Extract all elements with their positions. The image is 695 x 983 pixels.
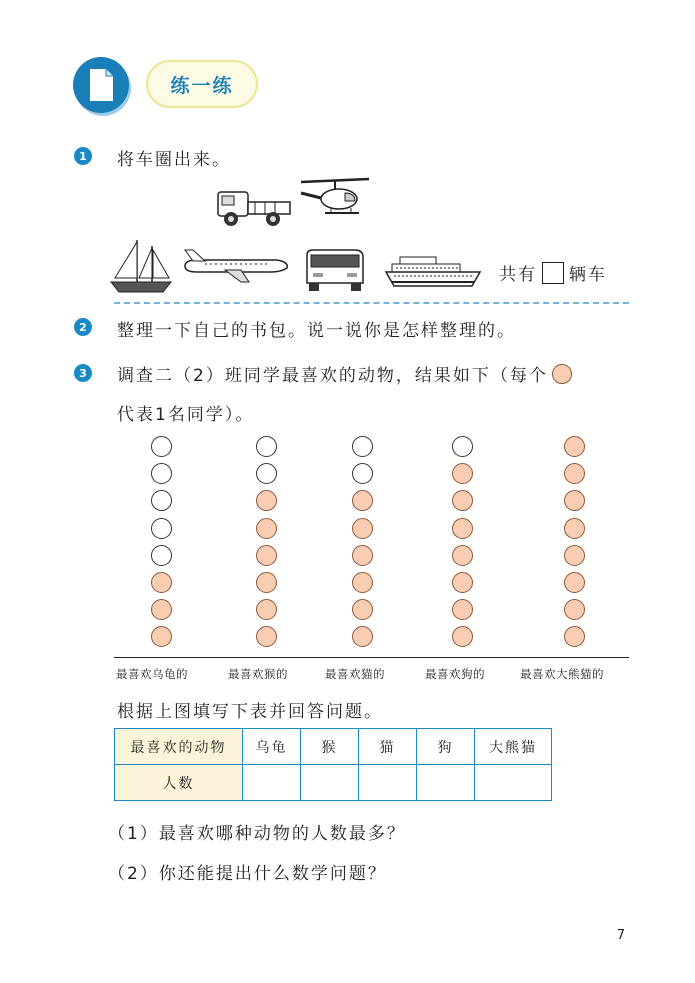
sailboat-image [107,236,173,294]
student-circle-filled [564,518,585,539]
student-circle-filled [352,572,373,593]
answer-cell[interactable] [417,765,475,801]
student-circle-filled [151,572,172,593]
sub-question-2: （2）你还能提出什么数学问题？ [108,864,387,884]
student-circle-empty [151,490,172,511]
answer-cell[interactable] [243,765,301,801]
pictograph-column [564,436,586,654]
divider [114,302,629,304]
document-icon [73,57,129,113]
student-circle-empty [452,436,473,457]
table-header-cell: 猫 [359,729,417,765]
van-image [301,247,367,293]
student-circle-filled [256,626,277,647]
student-circle-empty [151,463,172,484]
count-suffix: 辆车 [569,265,607,285]
student-circle-filled [564,436,585,457]
student-circle-filled [452,572,473,593]
student-circle-filled [452,599,473,620]
student-circle-filled [352,490,373,511]
student-circle-filled [151,599,172,620]
answer-cell[interactable] [359,765,417,801]
student-circle-empty [151,518,172,539]
table-row-label: 人数 [115,765,243,801]
student-circle-empty [256,436,277,457]
sub-question-1: （1）最喜欢哪种动物的人数最多？ [108,824,406,844]
vehicle-count [499,260,607,285]
table-header-cell: 猴 [301,729,359,765]
vehicle-count-box[interactable] [542,262,564,284]
student-circle-filled [151,626,172,647]
question-2-text: 整理一下自己的书包。说一说你是怎样整理的。 [117,321,516,341]
pictograph-column [256,436,278,654]
column-label: 最喜欢大熊猫的 [520,667,604,681]
student-circle-filled [256,545,277,566]
student-circle-empty [352,436,373,457]
student-circle-empty [352,463,373,484]
student-circle-filled [564,463,585,484]
table-header-row [115,729,552,765]
student-circle-filled [352,599,373,620]
table-header-cell: 乌龟 [243,729,301,765]
column-label: 最喜欢乌龟的 [116,667,188,681]
table-header-cell: 大熊猫 [475,729,552,765]
student-circle-filled [564,490,585,511]
question-number-3: 3 [74,364,92,382]
answer-cell[interactable] [475,765,552,801]
student-circle-filled [452,490,473,511]
table-count-row [115,765,552,801]
student-circle-filled [452,463,473,484]
question-number-1: 1 [74,147,92,165]
student-circle-filled [564,626,585,647]
table-instruction: 根据上图填写下表并回答问题。 [117,702,383,722]
pictograph-baseline [114,657,629,658]
pictograph-column [151,436,173,654]
student-circle-empty [151,436,172,457]
data-table [114,728,552,801]
student-circle-filled [564,545,585,566]
student-circle-filled [352,626,373,647]
student-circle-filled [352,545,373,566]
question-3-line1: 调查二（2）班同学最喜欢的动物，结果如下（每个 [117,366,548,386]
student-circle-filled [256,518,277,539]
student-circle-filled [452,545,473,566]
section-title: 练一练 [146,60,258,108]
column-label: 最喜欢猴的 [228,667,288,681]
student-circle-empty [256,463,277,484]
helicopter-image [297,175,373,221]
question-1-text: 将车圈出来。 [117,150,231,170]
column-label: 最喜欢狗的 [425,667,485,681]
pictograph-column [452,436,474,654]
student-circle-filled [256,599,277,620]
circle-icon [552,364,572,384]
question-number-2: 2 [74,318,92,336]
student-circle-filled [564,572,585,593]
student-circle-filled [256,572,277,593]
question-3-text [117,361,572,386]
student-circle-filled [452,518,473,539]
count-prefix: 共有 [499,265,537,285]
table-header-cell: 狗 [417,729,475,765]
airplane-image [181,249,291,283]
column-label: 最喜欢猫的 [325,667,385,681]
page-number: 7 [616,928,625,943]
student-circle-filled [352,518,373,539]
pictograph-column [352,436,374,654]
cruise-ship-image [380,254,484,290]
truck-image [215,186,293,232]
student-circle-filled [256,490,277,511]
student-circle-filled [452,626,473,647]
answer-cell[interactable] [301,765,359,801]
table-header-cell: 最喜欢的动物 [115,729,243,765]
student-circle-filled [564,599,585,620]
question-3-line2: 代表1名同学）。 [117,405,255,425]
student-circle-empty [151,545,172,566]
